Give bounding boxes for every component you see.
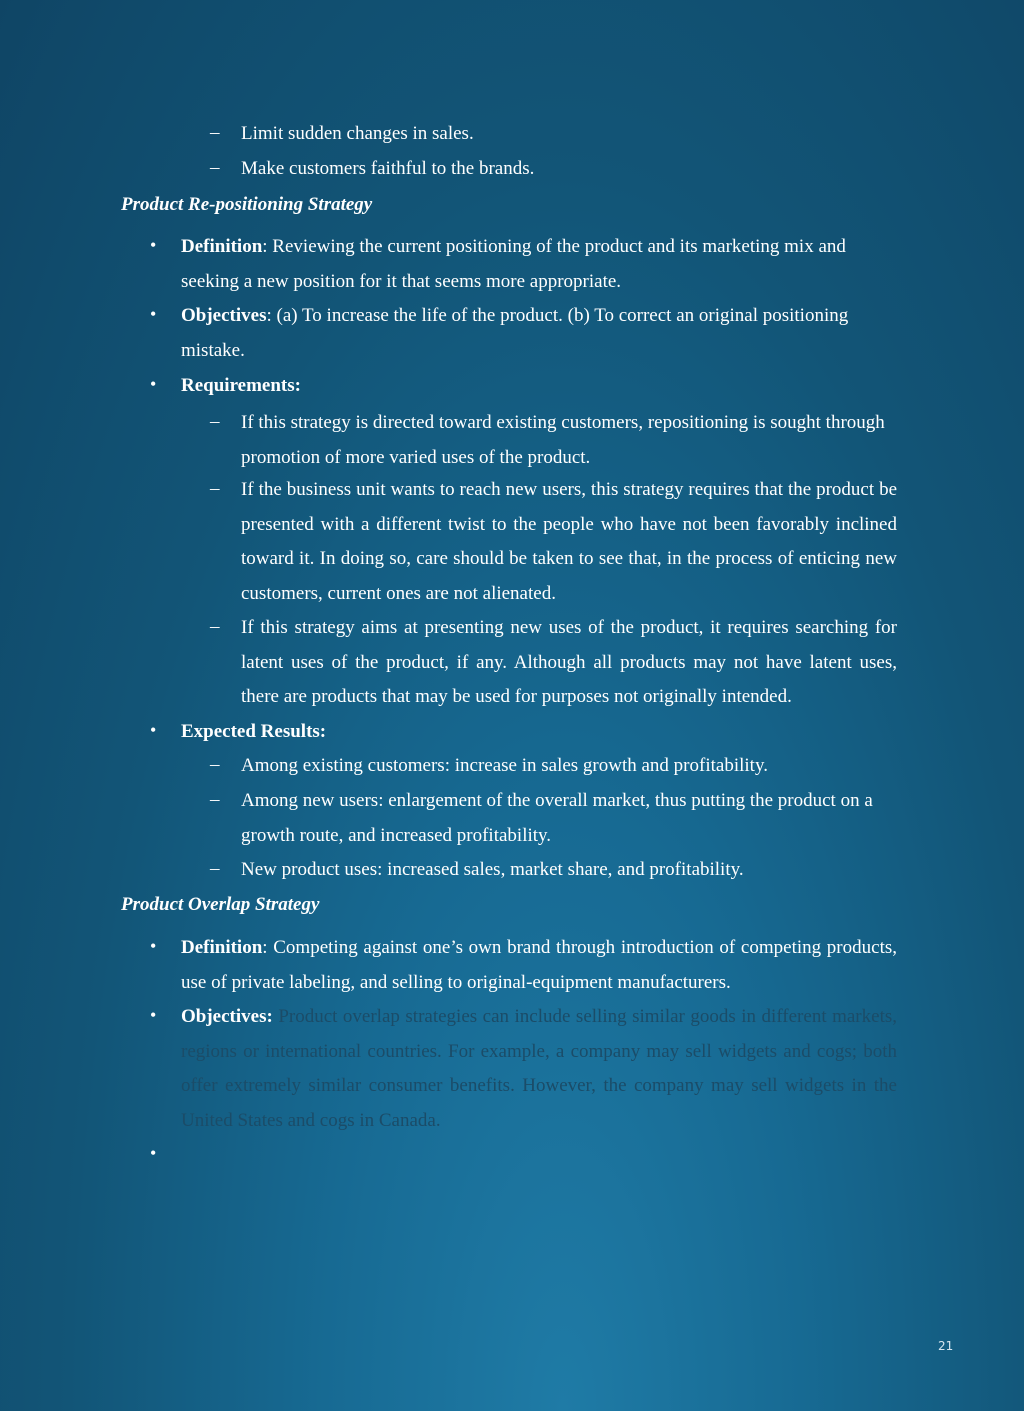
result-item: New product uses: increased sales, market share, and profitability.	[241, 859, 744, 880]
list-item: Limit sudden changes in sales.	[241, 123, 474, 144]
dash-bullet	[210, 478, 220, 500]
overlap-definition-paragraph	[181, 931, 897, 1000]
section-heading-repositioning: Product Re-positioning Strategy	[121, 194, 373, 215]
overlap-objectives-paragraph	[181, 1000, 897, 1138]
dash-bullet	[210, 754, 220, 776]
result-item: Among existing customers: increase in sales growth and profitability.	[241, 755, 768, 776]
dash-bullet	[210, 411, 220, 433]
results-label: Expected Results:	[181, 721, 327, 742]
dash-bullet	[210, 157, 220, 179]
requirements-label: Requirements:	[181, 375, 301, 396]
bullet	[150, 304, 156, 325]
requirement-item: If this strategy is directed toward existing customers, repositioning is sought through promotion of more varied uses of the product.	[241, 412, 885, 468]
dash-bullet	[210, 122, 220, 144]
requirement-item: If this strategy aims at presenting new uses of the product, it requires searching for latent uses of the product, if any. Although all products may not have latent uses, there are products that may be used for purposes not originally intended.	[241, 617, 897, 707]
requirement-item: If the business unit wants to reach new users, this strategy requires that the product be presented with a different twist to the people who have not been favorably inclined toward it. In doing so, care should be taken to see that, in the process of enticing new customers, current ones are not alienated.	[241, 479, 897, 604]
bullet	[150, 374, 156, 395]
definition-paragraph	[181, 230, 897, 299]
page-number: 21	[938, 1339, 954, 1353]
overlap-definition-label: Definition	[181, 937, 263, 958]
bullet	[150, 1005, 156, 1026]
overlap-definition-text: : Competing against one’s own brand through introduction of competing products, use of private labeling, and selling to original-equipment manufacturers.	[181, 937, 897, 993]
bullet	[150, 720, 156, 741]
dash-bullet	[210, 616, 220, 638]
overlap-objectives-label: Objectives:	[181, 1006, 273, 1027]
bullet	[150, 235, 156, 256]
dash-bullet	[210, 789, 220, 811]
list-item: Make customers faithful to the brands.	[241, 158, 535, 179]
bullet	[150, 936, 156, 957]
result-item: Among new users: enlargement of the overall market, thus putting the product on a growth route, and increased profitability.	[241, 790, 873, 846]
definition-text: : Reviewing the current positioning of the product and its marketing mix and seeking a new position for it that seems more appropriate.	[181, 236, 846, 292]
objectives-paragraph	[181, 299, 897, 368]
empty-bullet	[150, 1143, 156, 1164]
objectives-label: Objectives	[181, 305, 267, 326]
overlap-objectives-text: Product overlap strategies can include selling similar goods in different markets, regions or international countries. For example, a company may sell widgets and cogs; both offer extremely similar consumer benefits. However, the company may sell widgets in the United States and cogs in Canada.	[181, 1006, 897, 1131]
section-heading-overlap: Product Overlap Strategy	[121, 894, 320, 915]
dash-bullet	[210, 858, 220, 880]
definition-label: Definition	[181, 236, 263, 257]
objectives-text: : (a) To increase the life of the product. (b) To correct an original positioning mistake.	[181, 305, 849, 361]
